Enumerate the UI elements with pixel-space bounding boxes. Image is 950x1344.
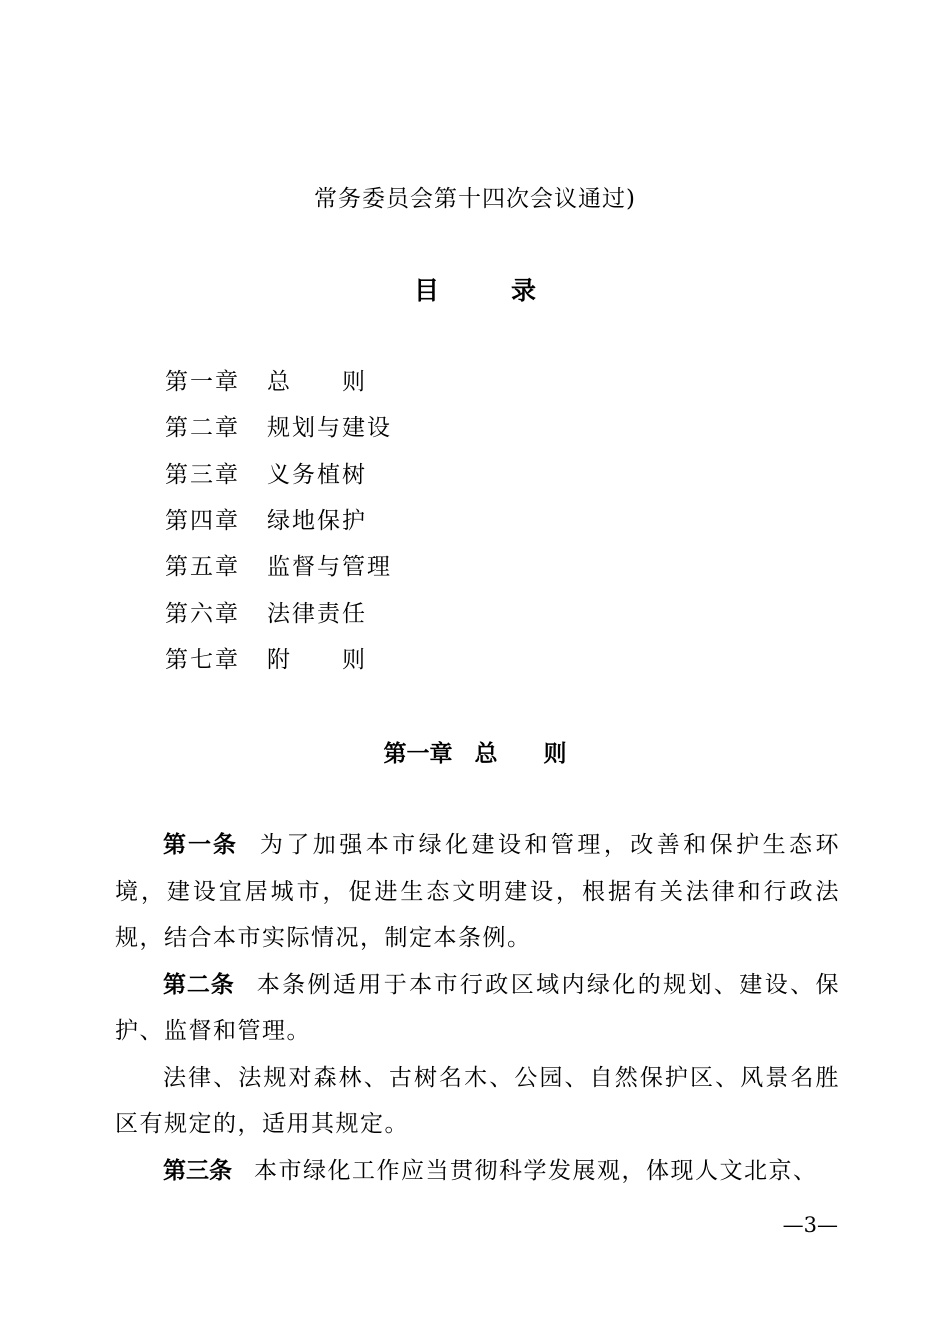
toc-item-title: 总 则 — [267, 369, 367, 395]
article-label: 第二条 — [163, 971, 235, 998]
article-paragraph — [115, 1055, 840, 1148]
article-list — [115, 822, 840, 1194]
toc-item-num: 第五章 — [165, 554, 240, 580]
article-text: 为了加强本市绿化建设和管理，改善和保护生态环境，建设宜居城市，促进生态文明建设，根据有关法律和行政法规，结合本市实际情况，制定本条例。 — [115, 832, 840, 951]
article-label: 第三条 — [163, 1157, 232, 1184]
toc-item-chapter-6[interactable] — [165, 595, 367, 628]
article-text: 本市绿化工作应当贯彻科学发展观，体现人文北京、 — [254, 1157, 818, 1184]
toc-item-title: 义务植树 — [267, 462, 367, 488]
toc-item-num: 第三章 — [165, 462, 240, 488]
toc-item-chapter-4[interactable] — [165, 502, 367, 535]
page-number: —3— — [782, 1213, 838, 1237]
article-paragraph — [115, 962, 840, 1055]
chapter-heading-title: 总 则 — [474, 741, 567, 767]
toc-item-num: 第四章 — [165, 508, 240, 534]
passage-enactment-line: 常务委员会第十四次会议通过) — [314, 186, 636, 212]
toc-title-left: 目 — [413, 276, 439, 305]
toc-item-num: 第七章 — [165, 647, 240, 673]
toc-item-num: 第六章 — [165, 601, 240, 627]
toc-item-title: 规划与建设 — [267, 415, 392, 441]
toc-item-title: 附 则 — [267, 647, 367, 673]
toc-item-num: 第二章 — [165, 415, 240, 441]
toc-item-chapter-1[interactable] — [165, 363, 367, 396]
toc-item-title: 绿地保护 — [267, 508, 367, 534]
toc-item-chapter-5[interactable] — [165, 548, 392, 581]
chapter-heading-num: 第一章 — [383, 741, 453, 767]
toc-item-title: 法律责任 — [267, 601, 367, 627]
article-text: 本条例适用于本市行政区域内绿化的规划、建设、保护、监督和管理。 — [115, 971, 841, 1044]
toc-item-title: 监督与管理 — [267, 554, 392, 580]
toc-item-num: 第一章 — [165, 369, 240, 395]
article-text: 法律、法规对森林、古树名木、公园、自然保护区、风景名胜区有规定的，适用其规定。 — [115, 1064, 840, 1137]
article-label: 第一条 — [163, 832, 238, 858]
toc-title-right: 录 — [511, 276, 537, 305]
toc-item-chapter-7[interactable] — [165, 641, 367, 674]
article-paragraph — [115, 1148, 840, 1195]
toc-item-chapter-3[interactable] — [165, 456, 367, 489]
toc-title — [0, 271, 950, 307]
chapter-heading — [0, 735, 950, 768]
article-paragraph — [115, 822, 840, 962]
toc-item-chapter-2[interactable] — [165, 409, 392, 442]
